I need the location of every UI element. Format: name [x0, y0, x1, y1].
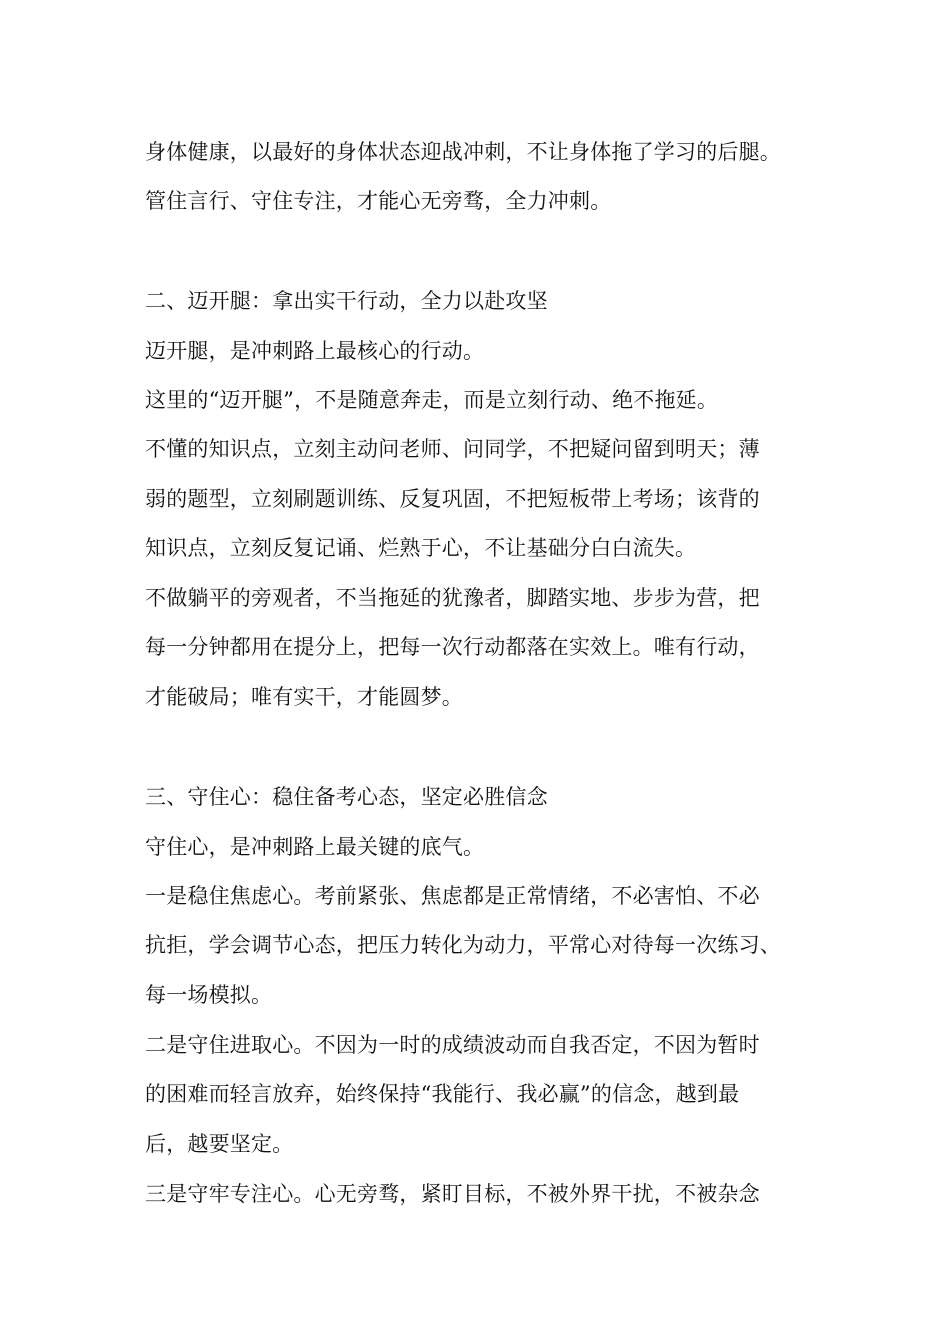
text-line: 守住心，是冲刺路上最关键的底气。	[145, 835, 485, 859]
text-line: 一是稳住焦虑心。考前紧张、焦虑都是正常情绪，不必害怕、不必	[145, 884, 760, 908]
text-line: 不懂的知识点，立刻主动问老师、问同学，不把疑问留到明天；薄	[145, 437, 760, 461]
text-line: 的困难而轻言放弃，始终保持“我能行、我必赢”的信念，越到最	[145, 1082, 740, 1106]
text-line: 每一场模拟。	[145, 983, 273, 1007]
text-line: 抗拒，学会调节心态，把压力转化为动力，平常心对待每一次练习、	[145, 933, 781, 957]
text-line: 才能破局；唯有实干，才能圆梦。	[145, 685, 463, 709]
text-line: 不做躺平的旁观者，不当拖延的犹豫者，脚踏实地、步步为营，把	[145, 586, 760, 610]
text-line: 三是守牢专注心。心无旁骛，紧盯目标，不被外界干扰，不被杂念	[145, 1182, 760, 1206]
text-line: 这里的“迈开腿”，不是随意奔走，而是立刻行动、绝不拖延。	[145, 388, 719, 412]
text-line: 后，越要坚定。	[145, 1132, 294, 1156]
text-line: 二是守住进取心。不因为一时的成绩波动而自我否定，不因为暂时	[145, 1033, 760, 1057]
section-heading: 三、守住心：稳住备考心态，坚定必胜信念	[145, 785, 548, 809]
section-heading: 二、迈开腿：拿出实干行动，全力以赴攻坚	[145, 289, 548, 313]
text-line: 每一分钟都用在提分上，把每一次行动都落在实效上。唯有行动，	[145, 635, 760, 659]
text-line: 知识点，立刻反复记诵、烂熟于心，不让基础分白白流失。	[145, 536, 697, 560]
text-line: 弱的题型，立刻刷题训练、反复巩固，不把短板带上考场；该背的	[145, 487, 760, 511]
text-line: 身体健康，以最好的身体状态迎战冲刺，不让身体拖了学习的后腿。	[145, 140, 781, 164]
text-line: 管住言行、守住专注，才能心无旁骛，全力冲刺。	[145, 189, 612, 213]
text-line: 迈开腿，是冲刺路上最核心的行动。	[145, 339, 485, 363]
